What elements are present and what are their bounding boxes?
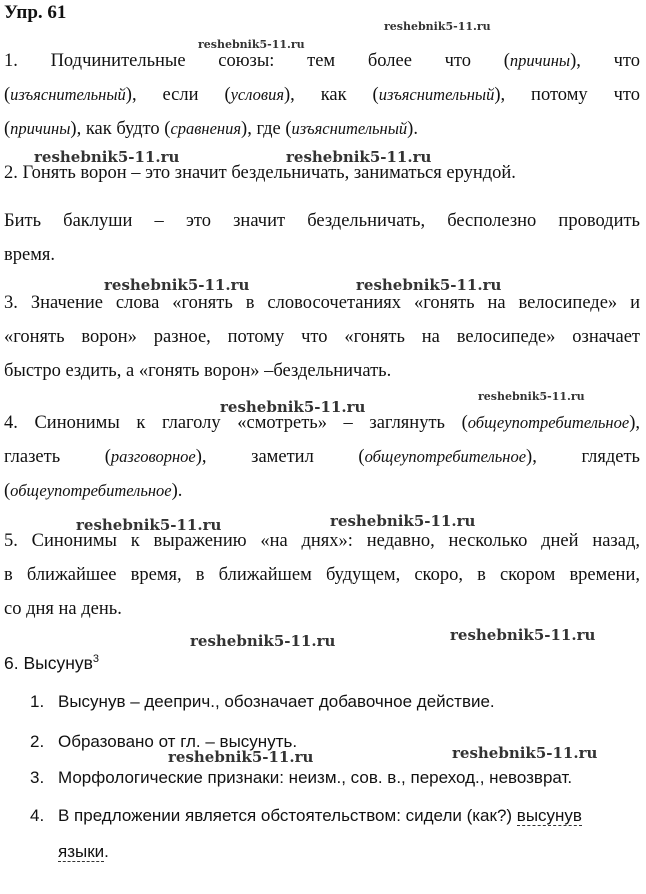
watermark: reshebnik5-11.ru	[76, 516, 222, 534]
p4-line-2: глазеть (разговорное), заметил (общеупотребительное), глядеть	[4, 447, 640, 467]
list-item: 2. Образовано от гл. – высунуть.	[30, 732, 298, 751]
p4-line-1: 4. Синонимы к глаголу «смотреть» – заглянуть (общеупотребительное),	[4, 413, 640, 433]
paragraph-2: 2. Гонять ворон – это значит бездельничать, заниматься ерундой.	[4, 163, 516, 183]
watermark: reshebnik5-11.ru	[384, 20, 491, 33]
watermark: reshebnik5-11.ru	[478, 390, 585, 403]
watermark: reshebnik5-11.ru	[190, 632, 336, 650]
list-item: 1. Высунув – дееприч., обозначает добавочное действие.	[30, 692, 495, 711]
watermark: reshebnik5-11.ru	[286, 148, 432, 166]
watermark: reshebnik5-11.ru	[220, 398, 366, 416]
watermark: reshebnik5-11.ru	[450, 626, 596, 644]
watermark: reshebnik5-11.ru	[198, 38, 305, 51]
paragraph-6: 6. Высунув$^3$	[4, 652, 100, 673]
p1-line-1: 1. Подчинительные союзы: тем более что (причины), что	[4, 51, 640, 71]
paragraph-1	[4, 44, 640, 146]
watermark: reshebnik5-11.ru	[330, 512, 476, 530]
list-item: 4. В предложении является обстоятельством: сидели (как?) высунув	[30, 806, 582, 825]
p1-line-3: (причины), как будто (сравнения), где (изъяснительный).	[4, 119, 418, 139]
p1-line-2: (изъяснительный), если (условия), как (изъяснительный), потому что	[4, 85, 640, 105]
list-item-continuation: языки.	[58, 842, 109, 861]
list-item: 3. Морфологические признаки: неизм., сов. в., переход., невозврат.	[30, 768, 573, 787]
watermark: reshebnik5-11.ru	[34, 148, 180, 166]
exercise-title: Упр. 61	[4, 2, 67, 23]
paragraph-2b: Бить баклуши – это значит бездельничать, бесполезно проводить время.	[4, 211, 640, 265]
watermark: reshebnik5-11.ru	[168, 748, 314, 766]
watermark: reshebnik5-11.ru	[104, 276, 250, 294]
paragraph-3: 3. Значение слова «гонять в словосочетаниях «гонять на велосипеде» и «гонять ворон» разное, потому что «гонять на велосипеде» означает быстро ездить, а «гонять ворон» –бездельничать.	[4, 293, 640, 381]
p4-line-3: (общеупотребительное).	[4, 481, 183, 501]
watermark: reshebnik5-11.ru	[452, 744, 598, 762]
watermark: reshebnik5-11.ru	[356, 276, 502, 294]
paragraph-4	[4, 406, 640, 508]
paragraph-5: 5. Синонимы к выражению «на днях»: недавно, несколько дней назад, в ближайшее время, в ближайшем будущем, скоро, в скором времени, со дня на день.	[4, 531, 640, 619]
